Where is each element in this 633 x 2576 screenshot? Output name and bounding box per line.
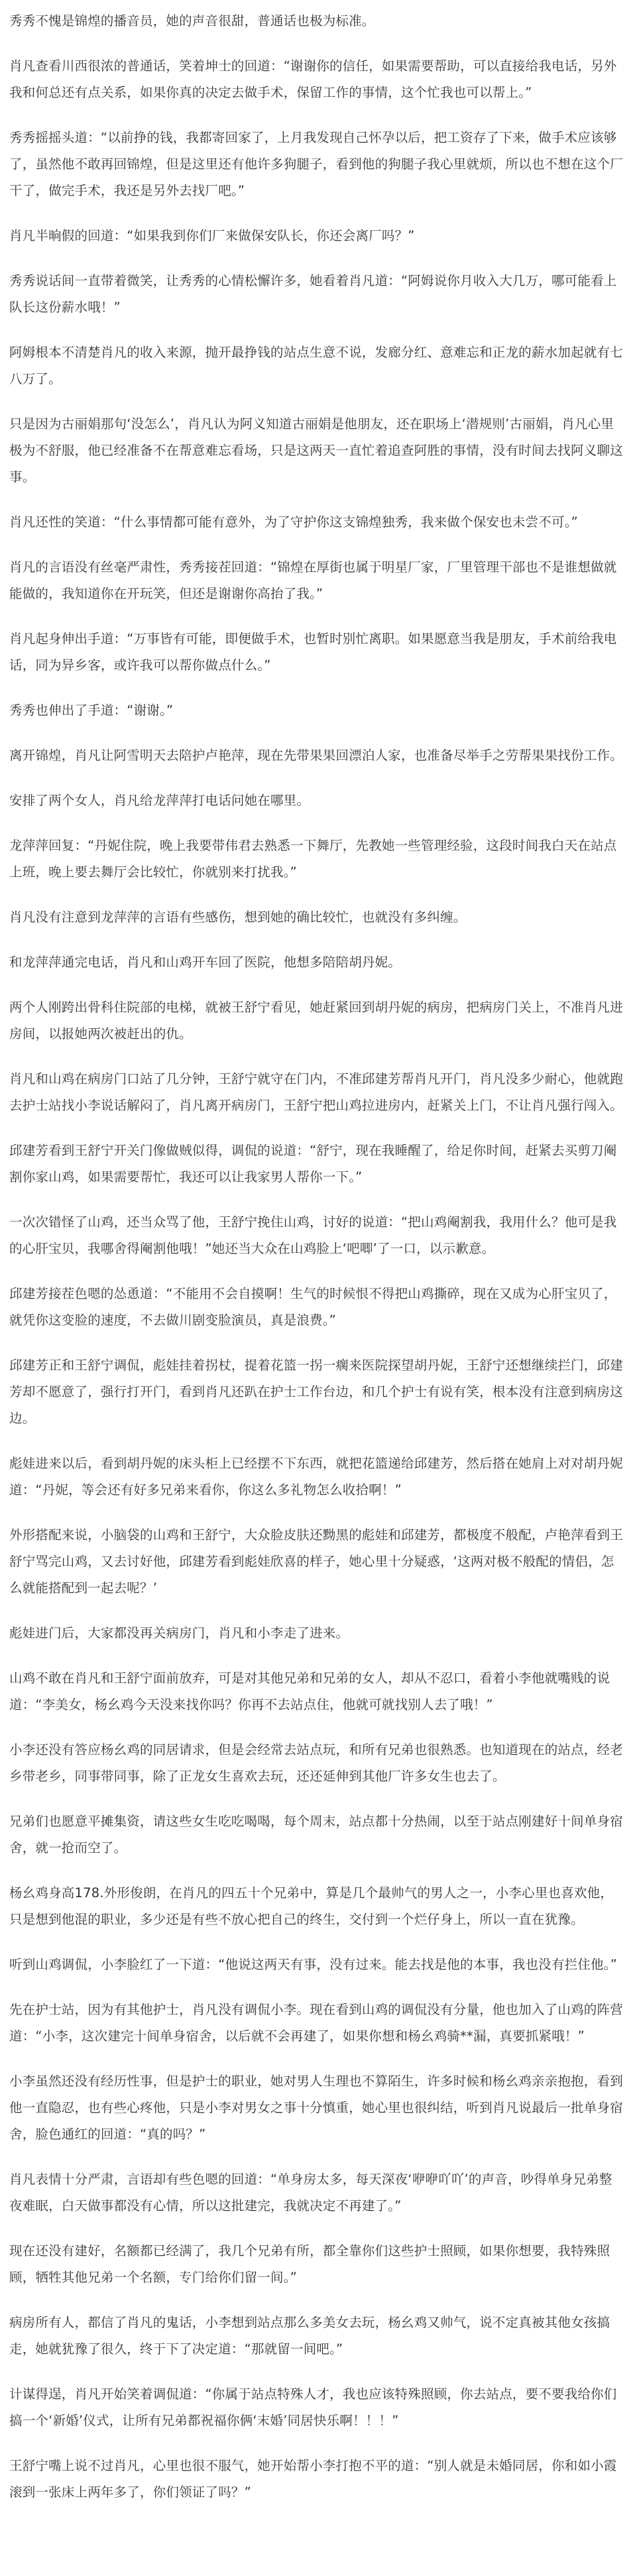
paragraph: 肖凡起身伸出手道：“万事皆有可能，即便做手术，也暂时别忙离职。如果愿意当我是朋友，手术前给我电话，同为异乡客，或许我可以帮你做点什么。”: [9, 631, 617, 673]
paragraph: 肖凡没有注意到龙萍萍的言语有些感伤，想到她的确比较忙，也就没有多纠缠。: [9, 909, 467, 925]
paragraph: 邱建芳正和王舒宁调侃，彪娃挂着拐杖，提着花篮一拐一瘸来医院探望胡丹妮，王舒宁还想继续拦门，邱建芳却不愿意了，强行打开门，看到肖凡还趴在护士工作台边，和几个护士有说有笑，根本没有注意到病房这边。: [9, 1358, 623, 1426]
paragraph: 秀秀摇摇头道：“以前挣的钱，我都寄回家了，上月我发现自己怀孕以后，把工资存了下来，做手术应该够了，虽然他不敢再回锦煌，但是这里还有他许多狗腿子，看到他的狗腿子我心里就烦，所以也不想在这个厂干了，做完手术，我还是另外去找厂吧。”: [9, 130, 623, 198]
paragraph: 龙萍萍回复：“丹妮住院，晚上我要带伟君去熟悉一下舞厅，先教她一些管理经验，这段时间我白天在站点上班，晚上要去舞厅会比较忙，你就别来打扰我。”: [9, 838, 617, 880]
paragraph: 王舒宁嘴上说不过肖凡，心里也很不服气，她开始帮小李打抱不平的道：“别人就是未婚同居，你和如小霞滚到一张床上两年多了，你们领证了吗？”: [9, 2458, 617, 2500]
paragraph: 安排了两个女人，肖凡给龙萍萍打电话问她在哪里。: [9, 793, 310, 808]
paragraph: 先在护士站，因为有其他护士，肖凡没有调侃小李。现在看到山鸡的调侃没有分量，他也加入了山鸡的阵营道：“小李，这次建完十间单身宿舍，以后就不会再建了，如果你想和杨幺鸡骑**漏，真要抓紧哦！”: [9, 2002, 623, 2044]
paragraph: 彪娃进来以后，看到胡丹妮的床头柜上已经摆不下东西，就把花篮递给邱建芳，然后搭在她肩上对对胡丹妮道：“丹妮，等会还有好多兄弟来看你，你这么多礼物怎么收拾啊！”: [9, 1456, 623, 1497]
paragraph: 肖凡表情十分严肃，言语却有些色嗯的回道：“单身房太多，每天深夜‘咿咿吖吖’的声音，吵得单身兄弟整夜难眠，白天做事都没有心情，所以这批建完，我就决定不再建了。”: [9, 2172, 612, 2213]
paragraph: 肖凡的言语没有丝毫严肃性，秀秀接茬回道：“锦煌在厚街也属于明星厂家，厂里管理干部也不是谁想做就能做的，我知道你在开玩笑，但还是谢谢你高抬了我。”: [9, 559, 617, 601]
paragraph: 彪娃进门后，大家都没再关病房门，肖凡和小李走了进来。: [9, 1625, 349, 1641]
paragraph: 秀秀也伸出了手道：“谢谢。”: [9, 703, 174, 718]
paragraph: 肖凡半晌假的回道：“如果我到你们厂来做保安队长，你还会离厂吗？”: [9, 228, 415, 243]
paragraph: 只是因为古丽娟那句‘没怎么’，肖凡认为阿义知道古丽娟是他朋友，还在职场上‘潜规则’古丽娟，肖凡心里极为不舒服，他已经准备不在帮意难忘看场，只是这两天一直忙着追查阿胜的事情，没有时间去找阿义聊这事。: [9, 416, 623, 485]
paragraph: 邱建芳接茬色嗯的怂恿道：“不能用不会自摸啊！生气的时候恨不得把山鸡撕碎，现在又成为心肝宝贝了，就凭你这变脸的速度，不去做川剧变脸演员，真是浪费。”: [9, 1286, 617, 1328]
paragraph: 兄弟们也愿意平摊集资，请这些女生吃吃喝喝，每个周末，站点都十分热闹，以至于站点刚建好十间单身宿舍，就一抢而空了。: [9, 1814, 623, 1855]
paragraph: 病房所有人，都信了肖凡的鬼话，小李想到站点那么多美女去玩，杨幺鸡又帅气，说不定真被其他女孩搞走，她就犹豫了很久，终于下了决定道：“那就留一间吧。”: [9, 2315, 610, 2357]
paragraph: 一次次错怪了山鸡，还当众骂了他，王舒宁挽住山鸡，讨好的说道：“把山鸡阉割我，我用什么？他可是我的心肝宝贝，我哪舍得阉割他哦！”她还当大众在山鸡脸上‘吧唧’了一口，以示歉意。: [9, 1214, 617, 1256]
paragraph: 和龙萍萍通完电话，肖凡和山鸡开车回了医院，他想多陪陪胡丹妮。: [9, 955, 402, 970]
paragraph: 秀秀不愧是锦煌的播音员，她的声音很甜，普通话也极为标准。: [9, 13, 375, 29]
paragraph: 听到山鸡调侃，小李脸红了一下道：“他说这两天有事，没有过来。能去找是他的本事，我也没有拦住他。”: [9, 1957, 618, 1972]
paragraph: 小李虽然还没有经历性事，但是护士的职业，她对男人生理也不算陌生，许多时候和杨幺鸡亲亲抱抱，看到他一直隐忍，也有些心疼他，只是小李对男女之事十分慎重，她心里也很纠结，听到肖凡说最后一批单身宿舍，脸色通红的回道：“真的吗？”: [9, 2074, 623, 2142]
paragraph: 山鸡不敢在肖凡和王舒宁面前放弃，可是对其他兄弟和兄弟的女人，却从不忍口，看着小李他就嘴贱的说道：“李美女，杨幺鸡今天没来找你吗？你再不去站点住，他就可就找别人去了哦！”: [9, 1670, 610, 1712]
paragraph: 杨幺鸡身高178.外形俊朗，在肖凡的四五十个兄弟中，算是几个最帅气的男人之一，小李心里也喜欢他，只是想到他混的职业，多少还是有些不放心把自己的终生，交付到一个烂仔身上，所以一直在犹豫。: [9, 1885, 614, 1927]
paragraph: 阿姆根本不清楚肖凡的收入来源，抛开最挣钱的站点生意不说，发廊分红、意难忘和正龙的薪水加起就有七八万了。: [9, 345, 623, 386]
paragraph: 小李还没有答应杨幺鸡的同居请求，但是会经常去站点玩，和所有兄弟也很熟悉。也知道现在的站点，经老乡带老乡，同事带同事，除了正龙女生喜欢去玩，还还延伸到其他厂许多女生也去了。: [9, 1742, 623, 1784]
paragraph: 秀秀说话间一直带着微笑，让秀秀的心情松懈许多，她看着肖凡道：“阿姆说你月收入大几万，哪可能看上队长这份薪水哦！”: [9, 273, 617, 315]
paragraph: 肖凡查看川西很浓的普通话，笑着坤士的回道：“谢谢你的信任，如果需要帮助，可以直接给我电话，另外我和何总还有点关系，如果你真的决定去做手术，保留工作的事情，这个忙我也可以帮上。”: [9, 58, 617, 100]
paragraph: 计谋得逞，肖凡开始笑着调侃道：“你属于站点特殊人才，我也应该特殊照顾，你去站点，要不要我给你们搞一个‘新婚’仪式，让所有兄弟都祝福你俩‘末婚’同居快乐啊！！！”: [9, 2386, 617, 2428]
paragraph: 离开锦煌，肖凡让阿雪明天去陪护卢艳萍，现在先带果果回漂泊人家，也准备尽举手之劳帮果果找份工作。: [9, 748, 623, 763]
paragraph: 外形搭配来说，小脑袋的山鸡和王舒宁，大众脸皮肤还黝黑的彪娃和邱建芳，都极度不般配，卢艳萍看到王舒宁骂完山鸡，又去讨好他，邱建芳看到彪娃欣喜的样子，她心里十分疑惑，‘这两对极不般配的情侣，怎么就能搭配到一起去呢？’: [9, 1527, 623, 1596]
paragraph: 肖凡还性的笑道：“什么事情都可能有意外，为了守护你这支锦煌独秀，我来做个保安也未尝不可。”: [9, 514, 578, 530]
paragraph: 两个人刚跨出骨科住院部的电梯，就被王舒宁看见，她赶紧回到胡丹妮的病房，把病房门关上，不准肖凡进房间，以报她两次被赶出的仇。: [9, 1000, 623, 1041]
paragraph: 邱建芳看到王舒宁开关门像做贼似得，调侃的说道：“舒宁，现在我睡醒了，给足你时间，赶紧去买剪刀阉割你家山鸡，如果需要帮忙，我还可以让我家男人帮你一下。”: [9, 1143, 617, 1185]
paragraph: 现在还没有建好，名额都已经满了，我几个兄弟有所，都全靠你们这些护士照顾，如果你想要，我特殊照顾，牺牲其他兄弟一个名额，专门给你们留一间。”: [9, 2243, 610, 2285]
paragraph: 肖凡和山鸡在病房门口站了几分钟，王舒宁就守在门内，不准邱建芳帮肖凡开门，肖凡没多少耐心，他就跑去护士站找小李说话解闷了，肖凡离开病房门，王舒宁把山鸡拉进房内，赶紧关上门，不让肖凡强行闯入。: [9, 1071, 623, 1113]
